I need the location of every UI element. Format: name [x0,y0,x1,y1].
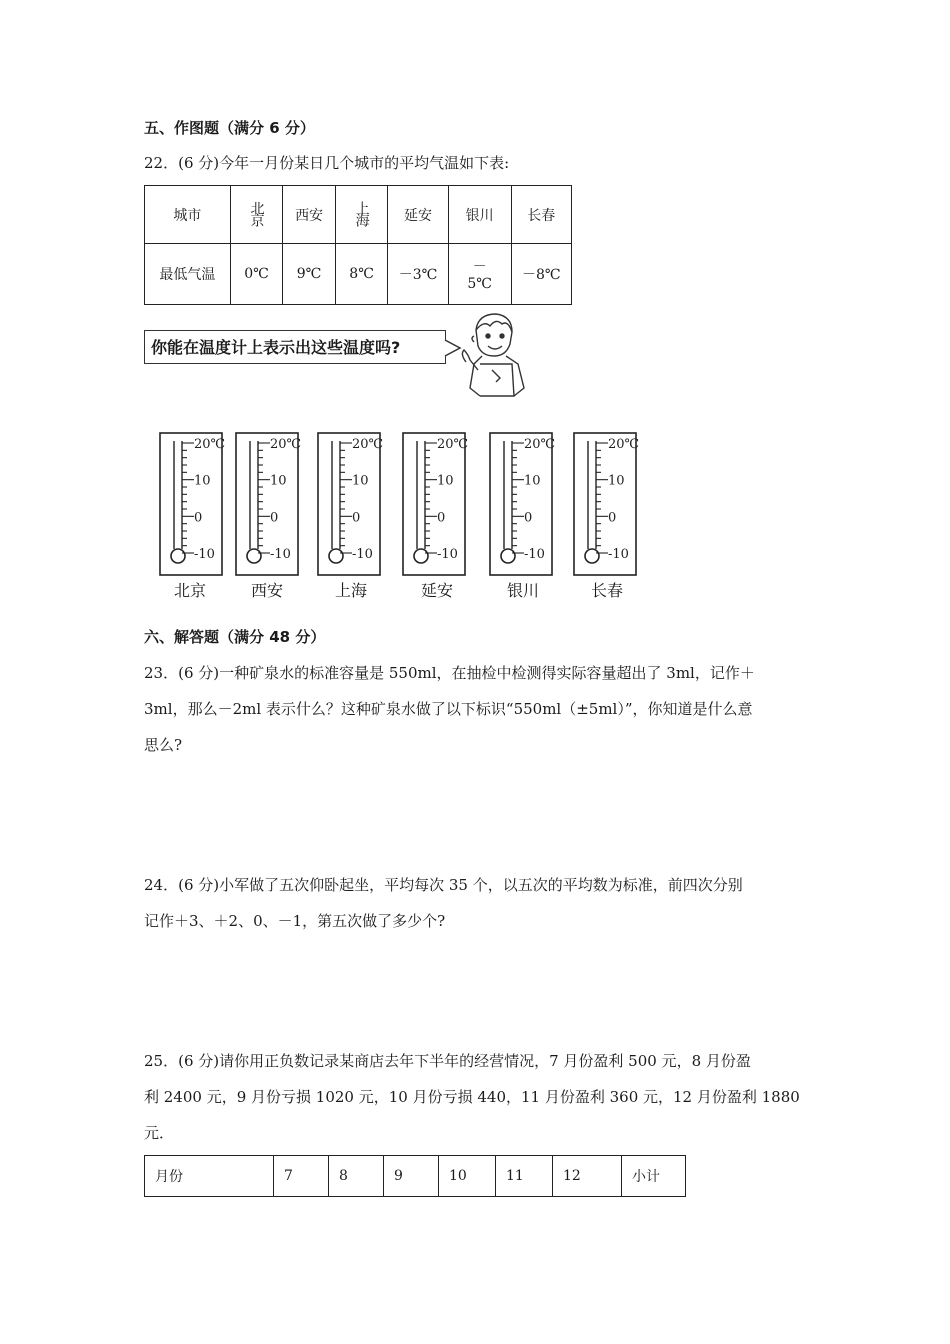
scale-label-changchun-0: 20℃ [608,437,640,452]
scale-label-yanan-1: 10 [437,473,454,489]
month-10: 10 [439,1156,496,1197]
scale-label-xian-1: 10 [270,473,287,489]
monthly-profit-table [144,1155,686,1197]
thermometer-changchun [574,433,639,575]
speech-bubble: 你能在温度计上表示出这些温度吗? [144,330,446,364]
thermometer-shanghai [318,433,383,575]
question-25-line-3: 元． [144,1124,175,1142]
question-24-line-1: 24．(6 分)小军做了五次仰卧起坐，平均每次 35 个，以五次的平均数为标准，前四次分别 [144,876,743,894]
scale-label-yanan-2: 0 [437,510,446,526]
subtotal-label: 小计 [622,1156,686,1197]
scale-label-xian-3: -10 [270,547,291,562]
question-25-line-2: 利 2400 元，9 月份亏损 1020 元，10 月份亏损 440，11 月份盈利 360 元，12 月份盈利 1880 [144,1088,800,1106]
scale-label-shanghai-2: 0 [352,510,361,526]
scale-label-changchun-2: 0 [608,510,617,526]
scale-label-yanan-0: 20℃ [437,437,469,452]
city-xian: 西安 [283,186,336,244]
thermo-label-yinchuan: 银川 [506,581,539,600]
header-city-label: 城市 [145,186,231,244]
question-23-line-2: 3ml，那么－2ml 表示什么？这种矿泉水做了以下标识“550ml（±5ml）”，你知道是什么意 [144,700,753,718]
temp-beijing: 0℃ [230,244,283,305]
question-24-line-2: 记作＋3、＋2、0、－1，第五次做了多少个? [144,912,446,930]
scale-label-xian-0: 20℃ [270,437,302,452]
row-min-temp-label: 最低气温 [145,244,231,305]
thermo-label-beijing: 北京 [173,581,206,600]
month-9: 9 [384,1156,439,1197]
question-22-text: 22．(6 分)今年一月份某日几个城市的平均气温如下表: [144,154,510,172]
scale-label-yinchuan-2: 0 [524,510,533,526]
scale-label-changchun-3: -10 [608,547,629,562]
scale-label-yinchuan-3: -10 [524,547,545,562]
temp-shanghai: 8℃ [335,244,388,305]
section-5-title: 五、作图题（满分 6 分） [144,119,315,137]
month-12: 12 [553,1156,622,1197]
section-6-title: 六、解答题（满分 48 分） [144,628,326,646]
temp-changchun: －8℃ [511,244,571,305]
month-header-label: 月份 [145,1156,274,1197]
scale-label-beijing-0: 20℃ [194,437,226,452]
thermo-label-yanan: 延安 [420,581,453,600]
thermometers-graphic [150,425,650,585]
temp-yanan: －3℃ [388,244,448,305]
question-23-line-3: 思么? [144,736,183,754]
month-8: 8 [329,1156,384,1197]
city-yanan: 延安 [388,186,448,244]
city-yinchuan: 银川 [448,186,511,244]
question-25-line-1: 25．(6 分)请你用正负数记录某商店去年下半年的经营情况，7 月份盈利 500 元，8 月份盈 [144,1052,751,1070]
month-7: 7 [274,1156,329,1197]
thermo-label-shanghai: 上海 [334,581,367,600]
thermometer-yanan [403,433,468,575]
month-11: 11 [496,1156,553,1197]
scale-label-beijing-1: 10 [194,473,211,489]
scale-label-yinchuan-1: 10 [524,473,541,489]
city-changchun: 长春 [511,186,571,244]
boy-illustration [456,310,536,400]
scale-label-shanghai-0: 20℃ [352,437,384,452]
scale-label-beijing-2: 0 [194,510,203,526]
thermometer-yinchuan [490,433,555,575]
thermo-label-changchun: 长春 [590,581,623,600]
city-temperature-table [144,185,572,305]
thermometer-beijing [160,433,225,575]
scale-label-shanghai-1: 10 [352,473,369,489]
thermometer-xian [236,433,301,575]
scale-label-xian-2: 0 [270,510,279,526]
city-beijing: 北京 [248,200,265,225]
question-23-line-1: 23．(6 分)一种矿泉水的标准容量是 550ml，在抽检中检测得实际容量超出了 3ml，记作＋ [144,664,755,682]
scale-label-beijing-3: -10 [194,547,215,562]
scale-label-shanghai-3: -10 [352,547,373,562]
temp-yinchuan: －5℃ [448,244,511,305]
temp-xian: 9℃ [283,244,336,305]
scale-label-yanan-3: -10 [437,547,458,562]
city-shanghai: 上海 [353,200,370,225]
scale-label-yinchuan-0: 20℃ [524,437,556,452]
scale-label-changchun-1: 10 [608,473,625,489]
thermo-label-xian: 西安 [250,581,283,600]
